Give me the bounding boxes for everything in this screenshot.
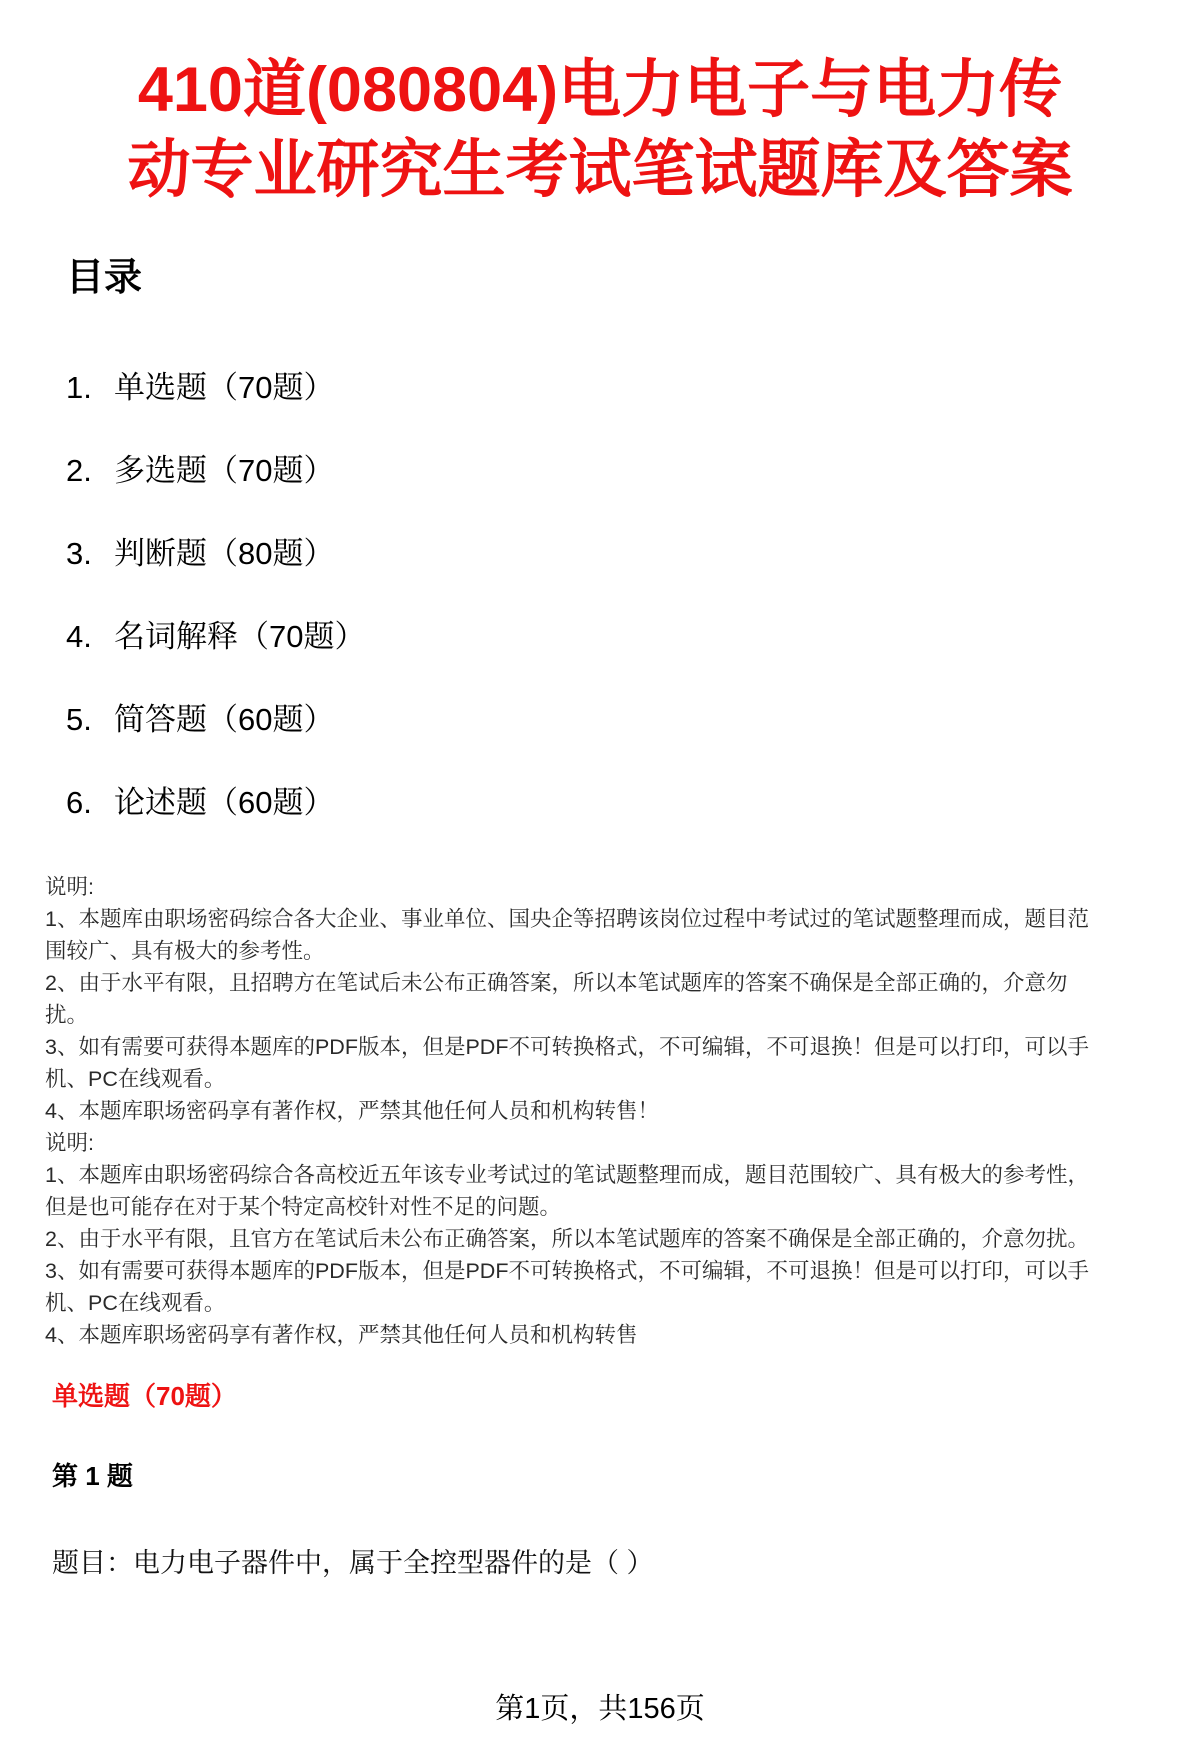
toc-item-essay [66, 787, 1200, 819]
toc-item-number: 1. [66, 370, 92, 405]
note-line: 3、如有需要可获得本题库的PDF版本，但是PDF不可转换格式，不可编辑，不可退换！但是可以打印，可以手机、PC在线观看。 [45, 1259, 1089, 1315]
toc-item-number: 6. [66, 785, 92, 820]
note-line: 1、本题库由职场密码综合各大企业、事业单位、国央企等招聘该岗位过程中考试过的笔试题整理而成，题目范围较广、具有极大的参考性。 [45, 907, 1089, 963]
toc-item-label: 简答题（60题） [114, 702, 335, 737]
page-title [0, 50, 1200, 210]
question-number: 第 1 题 [52, 1461, 133, 1491]
notes-block-1 [45, 871, 1095, 1351]
toc-item-label: 论述题（60题） [114, 785, 335, 820]
note-line: 2、由于水平有限，且招聘方在笔试后未公布正确答案，所以本笔试题库的答案不确保是全部正确的，介意勿扰。 [45, 971, 1068, 1027]
toc-item-number: 2. [66, 453, 92, 488]
page-indicator: 第1页，共156页 [495, 1693, 705, 1725]
section-heading-single-choice: 单选题（70题） [52, 1381, 237, 1411]
note-line: 1、本题库由职场密码综合各高校近五年该专业考试过的笔试题整理而成，题目范围较广、具有极大的参考性，但是也可能存在对于某个特定高校针对性不足的问题。 [45, 1163, 1089, 1219]
toc-item-multi-choice [66, 455, 1200, 487]
toc-item-label: 多选题（70题） [114, 453, 335, 488]
note-line: 4、本题库职场密码享有著作权，严禁其他任何人员和机构转售！ [45, 1099, 659, 1123]
page-title-line-2: 动专业研究生考试笔试题库及答案 [127, 135, 1073, 205]
note-line: 2、由于水平有限，且官方在笔试后未公布正确答案，所以本笔试题库的答案不确保是全部正确的，介意勿扰。 [45, 1227, 1089, 1251]
toc-item-short-answer [66, 704, 1200, 736]
toc-item-label: 名词解释（70题） [114, 619, 366, 654]
toc-item-label: 单选题（70题） [114, 370, 335, 405]
toc-item-number: 4. [66, 619, 92, 654]
toc-item-term-explanation [66, 621, 1200, 653]
note-line: 4、本题库职场密码享有著作权，严禁其他任何人员和机构转售 [45, 1323, 638, 1347]
notes-heading: 说明: [45, 875, 94, 899]
notes-heading: 说明: [45, 1131, 94, 1155]
page-title-line-1: 410道(080804)电力电子与电力传 [137, 55, 1063, 125]
note-line: 3、如有需要可获得本题库的PDF版本，但是PDF不可转换格式，不可编辑，不可退换！但是可以打印，可以手机、PC在线观看。 [45, 1035, 1089, 1091]
question-text: 题目：电力电子器件中，属于全控型器件的是（ ） [52, 1548, 654, 1578]
toc-item-number: 5. [66, 702, 92, 737]
toc-list [0, 372, 1200, 819]
toc-item-true-false [66, 538, 1200, 570]
toc-item-single-choice [66, 372, 1200, 404]
toc-item-number: 3. [66, 536, 92, 571]
toc-heading: 目录 [66, 257, 143, 299]
toc-item-label: 判断题（80题） [114, 536, 335, 571]
